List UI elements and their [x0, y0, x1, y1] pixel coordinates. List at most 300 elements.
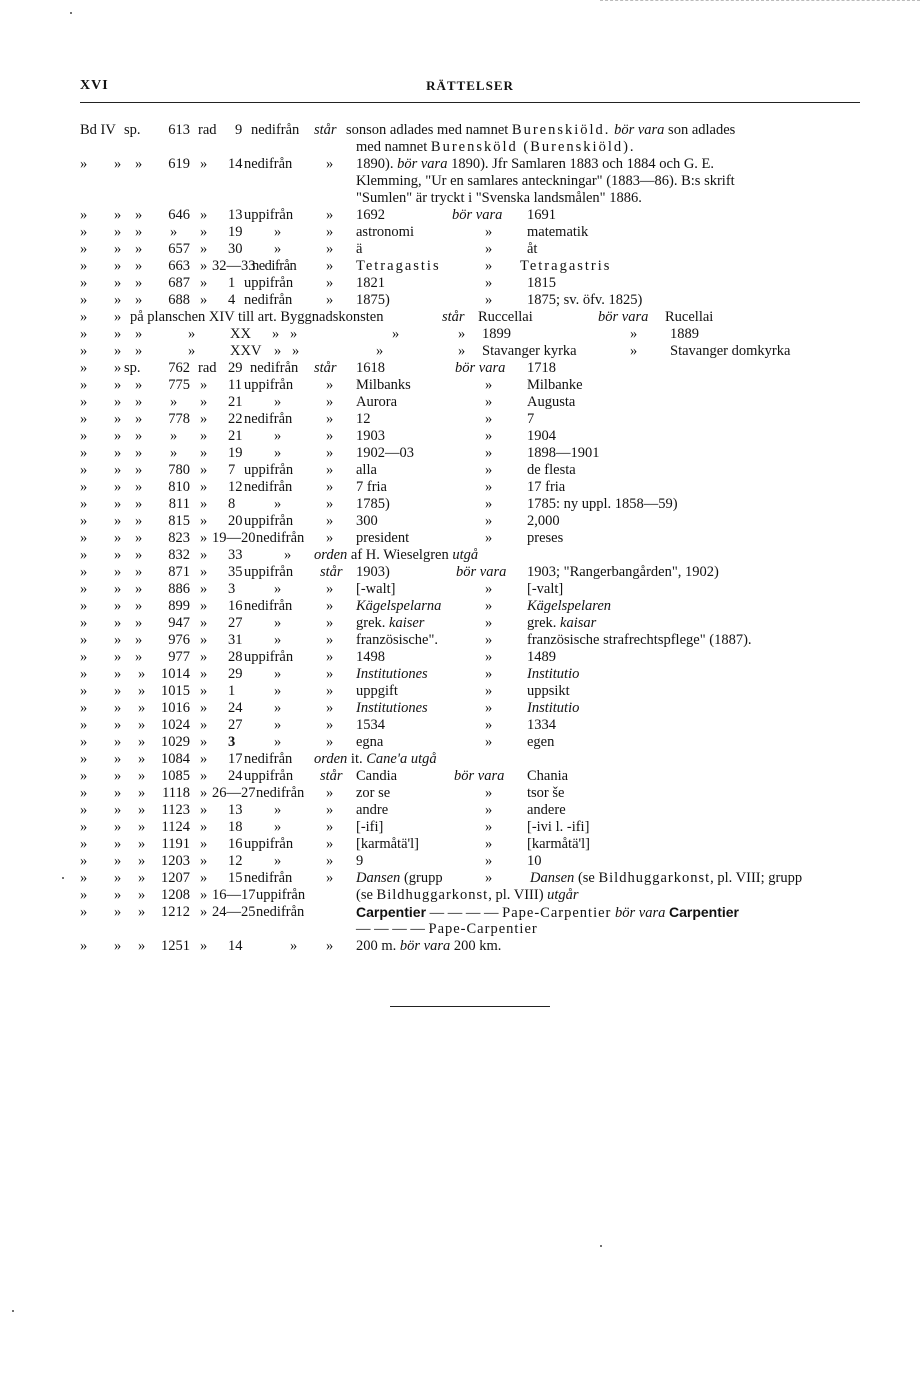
- page-ref: 1085: [161, 768, 190, 784]
- wrong-text: Carpentier: [356, 904, 427, 920]
- ditto-mark: »: [200, 445, 208, 461]
- errata-row: [80, 819, 870, 836]
- ditto-mark: »: [630, 343, 638, 359]
- ditto-mark: »: [80, 411, 88, 427]
- ditto-mark: »: [326, 734, 334, 750]
- page-ref: 1016: [161, 700, 190, 716]
- ditto-mark: »: [200, 207, 208, 223]
- ditto-mark: »: [114, 530, 122, 546]
- ditto-mark: »: [326, 241, 334, 257]
- line-number: 21: [228, 394, 243, 410]
- ditto-mark: »: [114, 513, 122, 529]
- header-rule: [80, 102, 860, 103]
- wrong-text: 1618: [356, 360, 385, 376]
- ditto-mark: »: [114, 275, 122, 291]
- ditto-mark: »: [485, 258, 493, 274]
- ditto-mark: »: [114, 734, 122, 750]
- ditto-mark: »: [274, 853, 282, 869]
- errata-row: [80, 564, 870, 581]
- wrong-text: president: [356, 530, 410, 546]
- line-number: 24: [228, 700, 243, 716]
- ditto-mark: »: [114, 462, 122, 478]
- ditto-mark: »: [392, 326, 400, 342]
- direction: nedifrån: [244, 870, 293, 886]
- direction: nedifrån: [244, 479, 293, 495]
- ditto-mark: »: [326, 377, 334, 393]
- ditto-mark: »: [326, 411, 334, 427]
- ditto-mark: »: [114, 717, 122, 733]
- page-header: [80, 78, 860, 100]
- ditto-mark: »: [200, 581, 208, 597]
- right-text: 200 km.: [453, 938, 502, 954]
- ditto-mark: »: [80, 564, 88, 580]
- page-ref: 613: [168, 122, 190, 138]
- errata-row: [80, 615, 870, 632]
- ditto-mark: »: [114, 853, 122, 869]
- wrong-text: 1903): [356, 564, 390, 580]
- line-number: 24—25: [212, 904, 256, 920]
- ditto-mark: »: [290, 938, 298, 954]
- ditto-mark: »: [80, 513, 88, 529]
- ditto-mark: »: [80, 938, 88, 954]
- continuation: Klemming, "Ur en samlares anteckningar" (1883—86). B:s skrift: [356, 173, 735, 189]
- page-ref: 687: [168, 275, 190, 291]
- ditto-mark: »: [272, 326, 280, 342]
- ditto-mark: »: [138, 717, 146, 733]
- wrong-text: Candia: [356, 768, 398, 784]
- ditto-mark: »: [80, 598, 88, 614]
- wrong-name: Bildhuggarkonst: [376, 887, 489, 903]
- ditto-mark: »: [80, 615, 88, 631]
- ditto-mark: »: [326, 683, 334, 699]
- ditto-mark: »: [80, 241, 88, 257]
- ditto-mark: »: [135, 326, 143, 342]
- ditto-mark: »: [200, 700, 208, 716]
- ditto-mark: »: [80, 445, 88, 461]
- ditto-mark: »: [200, 224, 208, 240]
- continuation: "Sumlen" är tryckt i "Svenska landsmålen" 1886.: [356, 190, 642, 206]
- errata-row: [80, 513, 870, 530]
- ditto-mark: »: [326, 649, 334, 665]
- direction: uppifrån: [244, 768, 294, 784]
- errata-row: [80, 428, 870, 445]
- ditto-mark: »: [458, 343, 466, 359]
- wrong-text: it.: [350, 751, 363, 767]
- ditto-mark: »: [138, 904, 146, 920]
- ditto-mark: »: [485, 836, 493, 852]
- direction: uppifrån: [244, 462, 294, 478]
- right-text-rest: (se: [577, 870, 595, 886]
- page-ref: 811: [168, 496, 190, 512]
- ditto-mark: »: [200, 632, 208, 648]
- ditto-mark: »: [138, 700, 146, 716]
- star-marker: står: [442, 309, 465, 325]
- ditto-mark: »: [200, 819, 208, 835]
- page-ref: 815: [168, 513, 190, 529]
- ditto-mark: »: [135, 632, 143, 648]
- line-number: 7: [228, 462, 236, 478]
- right-text: Institutio: [527, 700, 580, 716]
- errata-row: [80, 224, 870, 241]
- wrong-text: Tetragastis: [356, 258, 441, 274]
- line-number: 19: [228, 224, 243, 240]
- line-number: 35: [228, 564, 243, 580]
- ditto-mark: »: [485, 394, 493, 410]
- ditto-mark: »: [485, 632, 493, 648]
- ditto-mark: »: [326, 479, 334, 495]
- errata-row: [80, 683, 870, 700]
- ditto-mark: »: [114, 836, 122, 852]
- wrong-text: 1899: [482, 326, 511, 342]
- ditto-mark: »: [114, 445, 122, 461]
- errata-list: [80, 122, 870, 955]
- ditto-mark: »: [138, 666, 146, 682]
- ditto-mark: »: [274, 666, 282, 682]
- wrong-text: 7 fria: [356, 479, 387, 495]
- errata-row: [80, 904, 870, 938]
- ditto-mark: »: [200, 530, 208, 546]
- ditto-mark: »: [138, 785, 146, 801]
- page-ref: 1208: [161, 887, 190, 903]
- errata-row: [80, 700, 870, 717]
- ditto-mark: »: [114, 326, 122, 342]
- ditto-mark: »: [114, 207, 122, 223]
- continuation: med namnet: [356, 139, 428, 155]
- wrong-text: andre: [356, 802, 389, 818]
- ditto-mark: »: [485, 292, 493, 308]
- ditto-mark: »: [135, 581, 143, 597]
- right-text: andere: [527, 802, 566, 818]
- scan-speck: [70, 12, 72, 14]
- right-text: 1875; sv. öfv. 1825): [527, 292, 643, 308]
- errata-row: [80, 547, 870, 564]
- line-number: 9: [235, 122, 243, 138]
- right-text: matematik: [527, 224, 589, 240]
- direction: nedifrån: [244, 156, 293, 172]
- ditto-mark: »: [326, 428, 334, 444]
- direction: nedifrån: [244, 598, 293, 614]
- ditto-mark: »: [326, 445, 334, 461]
- errata-row: [80, 938, 870, 955]
- ditto-mark: »: [485, 428, 493, 444]
- right-text: egen: [527, 734, 555, 750]
- right-text: [-valt]: [527, 581, 564, 597]
- line-number: 19—20: [212, 530, 256, 546]
- ditto-mark: »: [135, 598, 143, 614]
- right-text: 1903; "Rangerbangården", 1902): [527, 564, 719, 580]
- wrong-text: (se: [356, 887, 373, 903]
- line-number: 17: [228, 751, 243, 767]
- ditto-mark: »: [80, 581, 88, 597]
- errata-row: [80, 717, 870, 734]
- wrong-text: Kägelspelarna: [356, 598, 442, 614]
- errata-row: [80, 802, 870, 819]
- errata-row: [80, 326, 870, 343]
- ditto-mark: »: [80, 785, 88, 801]
- ditto-mark: »: [114, 343, 122, 359]
- ditto-mark: »: [292, 343, 300, 359]
- ditto-mark: »: [200, 938, 208, 954]
- dash-run: — — — —: [429, 905, 499, 921]
- ditto-mark: »: [326, 207, 334, 223]
- ditto-mark: »: [138, 887, 146, 903]
- errata-row: [80, 275, 870, 292]
- ditto-mark: »: [135, 445, 143, 461]
- ditto-mark: »: [485, 411, 493, 427]
- ditto-mark: »: [138, 938, 146, 954]
- right-text: de flesta: [527, 462, 576, 478]
- ditto-mark: »: [80, 751, 88, 767]
- ditto-mark: »: [114, 887, 122, 903]
- wrong-name: Pape-Carpentier: [502, 905, 612, 921]
- right-text: 2,000: [527, 513, 560, 529]
- ditto-mark: »: [274, 224, 282, 240]
- errata-row: [80, 122, 870, 156]
- ditto-mark: »: [114, 938, 122, 954]
- errata-row: [80, 258, 870, 275]
- ditto-mark: »: [80, 683, 88, 699]
- ditto-mark: »: [135, 428, 143, 444]
- page-ref: 1029: [161, 734, 190, 750]
- ditto-mark: »: [80, 632, 88, 648]
- wrong-text: zor se: [356, 785, 391, 801]
- right-text: Institutio: [527, 666, 580, 682]
- right-text: [karmåtä'l]: [527, 836, 590, 852]
- ditto-mark: »: [485, 734, 493, 750]
- wrong-text: 1498: [356, 649, 385, 665]
- page-ref: 1014: [161, 666, 190, 682]
- ditto-mark: »: [485, 666, 493, 682]
- ditto-mark: »: [485, 445, 493, 461]
- right-text: 7: [527, 411, 535, 427]
- ditto-mark: »: [326, 836, 334, 852]
- wrong-text: [-ifi]: [356, 819, 384, 835]
- continuation-name: Burensköld (Burenskiöld).: [430, 139, 636, 155]
- ditto-mark: »: [274, 734, 282, 750]
- ditto-mark: »: [114, 564, 122, 580]
- ditto-mark: »: [80, 224, 88, 240]
- wrong-text: Stavanger kyrka: [482, 343, 577, 359]
- ditto-mark: »: [200, 904, 208, 920]
- page-ref: 663: [168, 258, 190, 274]
- right-text: 1785: ny uppl. 1858—59): [527, 496, 678, 512]
- ditto-mark: »: [326, 462, 334, 478]
- ditto-mark: »: [188, 343, 196, 359]
- ditto-mark: »: [485, 581, 493, 597]
- ditto-mark: »: [114, 785, 122, 801]
- ditto-mark: »: [485, 785, 493, 801]
- ditto-mark: »: [114, 377, 122, 393]
- direction: nedifrån: [251, 122, 300, 138]
- ditto-mark: »: [200, 734, 208, 750]
- page-ref: 1123: [161, 802, 190, 818]
- errata-row: [80, 292, 870, 309]
- ditto-mark: »: [200, 853, 208, 869]
- line-number: 11: [228, 377, 242, 393]
- ditto-mark: »: [274, 496, 282, 512]
- wrong-text: 1692: [356, 207, 385, 223]
- errata-row: [80, 853, 870, 870]
- ditto-mark: »: [80, 360, 88, 376]
- errata-row: [80, 666, 870, 683]
- wrong-text: Aurora: [356, 394, 398, 410]
- bor-vara: bör vara: [452, 207, 503, 223]
- ditto-mark: »: [200, 564, 208, 580]
- ditto-mark: »: [200, 479, 208, 495]
- ditto-mark: »: [135, 394, 143, 410]
- ditto-mark: »: [274, 615, 282, 631]
- ditto-mark: »: [80, 649, 88, 665]
- ditto-mark: »: [114, 768, 122, 784]
- direction: uppifrån: [244, 564, 294, 580]
- row-abbrev: rad: [198, 122, 217, 138]
- wrong-text: kaiser: [389, 615, 425, 631]
- wrong-text: egna: [356, 734, 384, 750]
- ditto-mark: »: [135, 241, 143, 257]
- ditto-mark: »: [200, 513, 208, 529]
- bor-vara: bör vara: [397, 156, 448, 172]
- ditto-mark: »: [135, 343, 143, 359]
- right-text: preses: [527, 530, 564, 546]
- right-text: 1334: [527, 717, 556, 733]
- ditto-mark: »: [200, 547, 208, 563]
- ditto-mark: »: [200, 241, 208, 257]
- ditto-mark: »: [114, 241, 122, 257]
- ditto-mark: »: [80, 309, 88, 325]
- ditto-mark: »: [114, 649, 122, 665]
- line-number: 12: [228, 479, 243, 495]
- line-number: 15: [228, 870, 243, 886]
- ditto-mark: »: [326, 819, 334, 835]
- ditto-mark: »: [80, 292, 88, 308]
- wrong-text: uppgift: [356, 683, 398, 699]
- direction: uppifrån: [244, 207, 294, 223]
- wrong-text: [karmåtä'l]: [356, 836, 419, 852]
- ditto-mark: »: [135, 275, 143, 291]
- ditto-mark: »: [80, 207, 88, 223]
- line-number: 8: [228, 496, 236, 512]
- errata-row: [80, 360, 870, 377]
- ditto-mark: »: [114, 292, 122, 308]
- right-text: französische strafrechtspflege" (1887).: [527, 632, 752, 648]
- direction: nedifrån: [244, 751, 293, 767]
- ditto-mark: »: [114, 700, 122, 716]
- ditto-mark: »: [135, 513, 143, 529]
- ditto-mark: »: [326, 258, 334, 274]
- running-title: RÄTTELSER: [426, 78, 514, 93]
- bor-vara: bör vara: [455, 360, 506, 376]
- ditto-mark: »: [274, 700, 282, 716]
- line-number: 27: [228, 615, 243, 631]
- scan-speck: [12, 1310, 14, 1312]
- line-number: 16: [228, 598, 243, 614]
- page-ref: 780: [168, 462, 190, 478]
- top-edge-dash: [600, 0, 920, 1]
- ditto-mark: »: [326, 870, 334, 886]
- ditto-mark: »: [284, 547, 292, 563]
- page-ref: 823: [168, 530, 190, 546]
- errata-row: [80, 870, 870, 887]
- ditto-mark: »: [80, 394, 88, 410]
- line-number: 26—27: [212, 785, 256, 801]
- ditto-mark: »: [485, 870, 493, 886]
- page-ref: 810: [168, 479, 190, 495]
- wrong-text: astronomi: [356, 224, 414, 240]
- direction: uppifrån: [244, 836, 294, 852]
- wrong-text: 1890).: [356, 156, 394, 172]
- delete-marker: utgå: [410, 751, 437, 767]
- direction: nedifrån: [252, 258, 297, 274]
- ditto-mark: »: [80, 156, 88, 172]
- page-number: XVI: [80, 78, 109, 93]
- ditto-mark: »: [114, 683, 122, 699]
- ditto-mark: »: [114, 258, 122, 274]
- right-text: 17 fria: [527, 479, 566, 495]
- right-name: Bildhuggarkonst: [598, 870, 711, 886]
- bor-vara: bör vara: [456, 564, 507, 580]
- line-number: 3: [228, 734, 236, 750]
- right-text: åt: [527, 241, 538, 257]
- right-text: kaisar: [560, 615, 597, 631]
- ditto-mark: »: [200, 275, 208, 291]
- ditto-mark: »: [80, 377, 88, 393]
- wrong-text: 1902—03: [356, 445, 414, 461]
- right-text: 1489: [527, 649, 556, 665]
- bor-vara: bör vara: [454, 768, 505, 784]
- ditto-mark: »: [200, 598, 208, 614]
- errata-row: [80, 836, 870, 853]
- page-ref: 1203: [161, 853, 190, 869]
- ditto-mark: »: [200, 411, 208, 427]
- ditto-mark: »: [114, 394, 122, 410]
- page-ref: 688: [168, 292, 190, 308]
- errata-row: [80, 649, 870, 666]
- page-ref: 657: [168, 241, 190, 257]
- ditto-mark: »: [135, 377, 143, 393]
- ditto-mark: »: [135, 479, 143, 495]
- ditto-mark: »: [485, 717, 493, 733]
- wrong-text-end: , pl. VIII): [488, 887, 544, 903]
- errata-row: [80, 734, 870, 751]
- errata-row: [80, 343, 870, 360]
- wrong-text: 1534: [356, 717, 385, 733]
- page-ref: 778: [168, 411, 190, 427]
- line-number: 14: [228, 156, 243, 172]
- right-text: 10: [527, 853, 542, 869]
- ditto-mark: »: [114, 496, 122, 512]
- right-text: Carpentier: [668, 904, 740, 920]
- errata-row: [80, 751, 870, 768]
- ditto-mark: »: [170, 428, 178, 444]
- line-number: 13: [228, 802, 243, 818]
- ditto-mark: »: [114, 581, 122, 597]
- ditto-mark: »: [80, 326, 88, 342]
- page-ref: 871: [168, 564, 190, 580]
- errata-row: [80, 445, 870, 462]
- right-text: 1889: [670, 326, 699, 342]
- ditto-mark: »: [138, 819, 146, 835]
- ditto-mark: »: [114, 666, 122, 682]
- direction: nedifrån: [250, 360, 299, 376]
- ditto-mark: »: [274, 717, 282, 733]
- ditto-mark: »: [80, 717, 88, 733]
- direction: nedifrån: [244, 292, 293, 308]
- right-text: uppsikt: [527, 683, 570, 699]
- errata-row: [80, 632, 870, 649]
- ditto-mark: »: [135, 292, 143, 308]
- line-number: 16: [228, 836, 243, 852]
- ditto-mark: »: [200, 836, 208, 852]
